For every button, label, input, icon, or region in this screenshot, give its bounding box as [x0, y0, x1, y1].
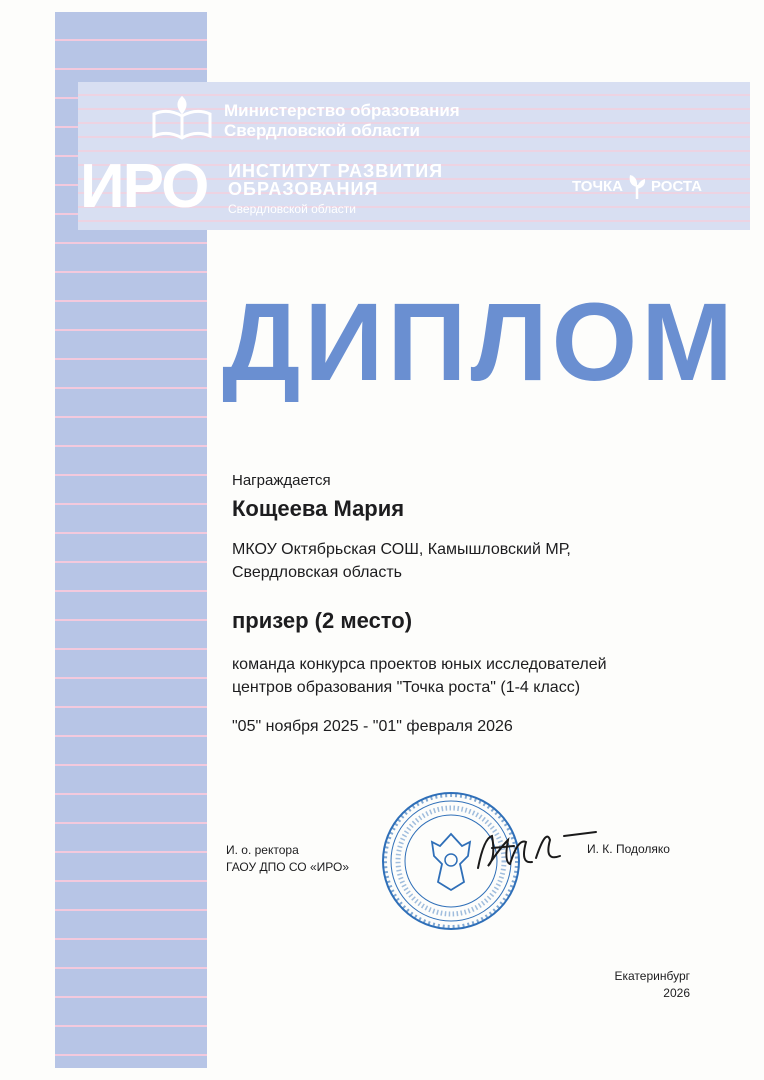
- institute-line-2: ОБРАЗОВАНИЯ: [228, 179, 379, 199]
- signer-name: И. К. Подоляко: [587, 842, 670, 856]
- ministry-line-2: Свердловской области: [224, 121, 420, 140]
- award-place: призер (2 место): [232, 608, 413, 633]
- diploma-title: ДИПЛОМ: [222, 281, 737, 404]
- book-torch-logo-icon: [150, 96, 214, 146]
- contest-line-2: центров образования "Точка роста" (1-4 класс): [232, 679, 581, 696]
- recipient-name: Кощеева Мария: [232, 496, 405, 521]
- position-line-2: ГАОУ ДПО СО «ИРО»: [226, 860, 349, 874]
- handwritten-signature-icon: [470, 818, 600, 878]
- awarded-label: Награждается: [232, 472, 331, 489]
- institute-line-1: ИНСТИТУТ РАЗВИТИЯ: [228, 161, 444, 181]
- city-year: [596, 968, 690, 1002]
- contest-description: [232, 653, 692, 699]
- tochka-left-word: ТОЧКА: [572, 177, 623, 195]
- tochka-rosta-logo: [572, 173, 702, 199]
- school-line-2: Свердловская область: [232, 564, 402, 581]
- tochka-right-word: РОСТА: [650, 177, 702, 195]
- school-info: [232, 538, 672, 584]
- institute-name: [228, 162, 443, 218]
- sprout-icon: [626, 173, 648, 199]
- institute-region: Свердловской области: [228, 202, 357, 216]
- signer-position: [226, 842, 349, 876]
- year: 2026: [663, 986, 690, 1000]
- contest-line-1: команда конкурса проектов юных исследователей: [232, 656, 607, 673]
- iro-abbreviation: ИРО: [80, 152, 208, 221]
- ministry-logo-block: [150, 96, 460, 146]
- school-line-1: МКОУ Октябрьская СОШ, Камышловский МР,: [232, 541, 571, 558]
- position-line-1: И. о. ректора: [226, 843, 299, 857]
- contest-period: "05" ноября 2025 - "01" февраля 2026: [232, 718, 513, 735]
- ministry-line-1: Министерство образования: [224, 101, 460, 120]
- city: Екатеринбург: [614, 969, 690, 983]
